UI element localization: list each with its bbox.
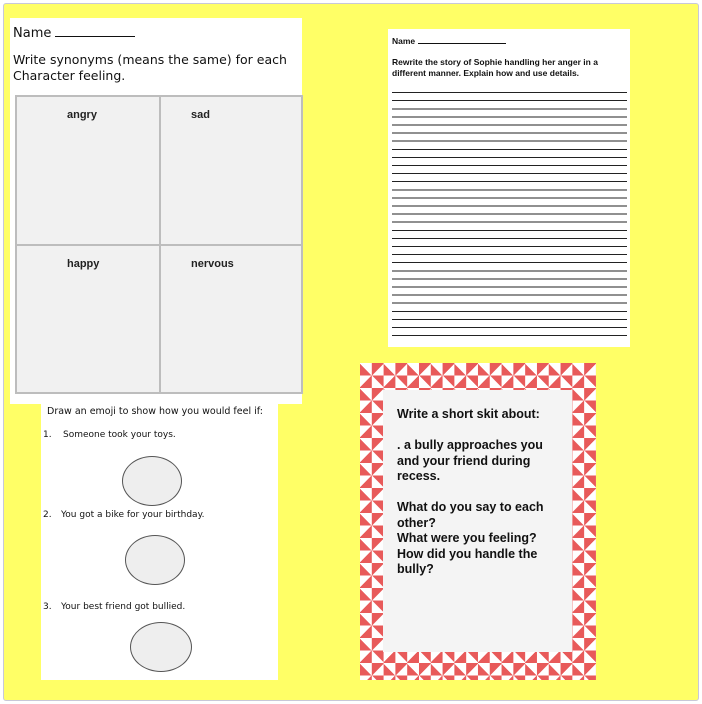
name-blank — [55, 24, 135, 37]
skit-question-3: How did you handle the bully? — [397, 546, 538, 576]
question-text: Your best friend got bullied. — [61, 602, 186, 612]
name-blank — [418, 36, 506, 44]
question-3 — [43, 602, 185, 612]
worksheet-collage — [3, 3, 699, 701]
feeling-cell-happy — [16, 245, 160, 393]
question-number: 3. — [43, 602, 52, 612]
feeling-label: happy — [67, 258, 100, 270]
feeling-label: sad — [191, 109, 210, 121]
rewrite-story-worksheet — [388, 29, 630, 347]
name-label: Name — [13, 26, 52, 41]
writing-lines — [392, 85, 627, 343]
feelings-grid — [15, 95, 303, 394]
feeling-label: angry — [67, 109, 97, 121]
feeling-cell-angry — [16, 96, 160, 245]
emoji-oval-1 — [122, 456, 182, 506]
question-number: 2. — [43, 510, 52, 520]
skit-content-panel — [383, 390, 572, 652]
question-number: 1. — [43, 430, 52, 440]
feeling-cell-sad — [160, 96, 302, 245]
rewrite-instructions: Rewrite the story of Sophie handling her anger in a different manner. Explain how and use details. — [392, 57, 598, 78]
skit-question-1: What do you say to each other? — [397, 500, 544, 530]
emoji-title: Draw an emoji to show how you would feel if: — [47, 406, 263, 417]
emoji-oval-3 — [130, 622, 192, 672]
feeling-label: nervous — [191, 258, 234, 270]
question-text: Someone took your toys. — [63, 430, 176, 440]
emoji-oval-2 — [125, 535, 185, 585]
feeling-cell-nervous — [160, 245, 302, 393]
question-1 — [43, 430, 176, 440]
question-text: You got a bike for your birthday. — [61, 510, 205, 520]
skit-text — [397, 407, 567, 578]
skit-question-2: What were you feeling? — [397, 531, 537, 545]
name-label: Name — [392, 36, 416, 46]
skit-prompt: . a bully approaches you and your friend during recess. — [397, 438, 543, 483]
name-line — [392, 36, 506, 46]
skit-heading: Write a short skit about: — [397, 407, 540, 421]
question-2 — [43, 510, 204, 520]
synonyms-instructions: Write synonyms (means the same) for each Character feeling. — [13, 52, 287, 83]
emoji-worksheet — [41, 402, 278, 680]
synonyms-worksheet — [10, 18, 302, 404]
skit-worksheet — [360, 363, 596, 680]
name-line — [13, 24, 135, 41]
